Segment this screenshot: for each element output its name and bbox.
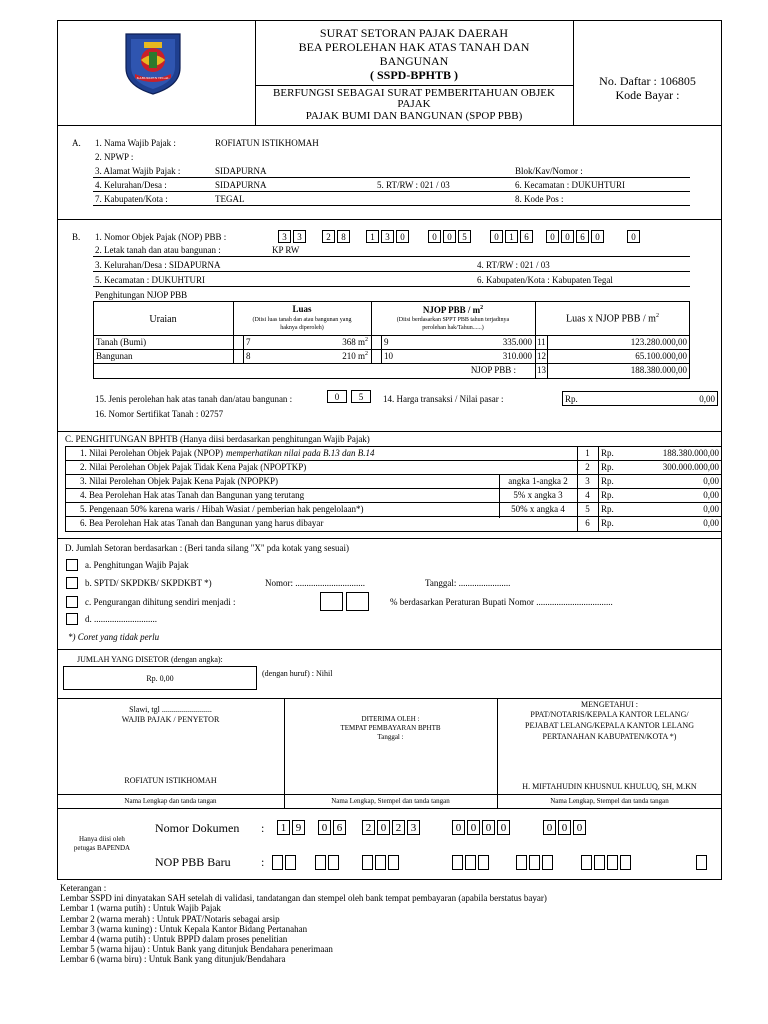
sig-bottom	[57, 808, 722, 809]
form-title-2: BEA PEROLEHAN HAK ATAS TANAH DAN	[298, 40, 530, 54]
keterangan-line: Lembar SSPD ini dinyatakan SAH setelah di validasi, tandatangan dan stempel oleh bank tempat pembayaran (apabila berstatus bayar)	[60, 893, 547, 904]
nop-baru-digit[interactable]	[516, 855, 527, 870]
checkbox-b[interactable]	[66, 577, 78, 589]
sig1-place: Slawi, tgl .........................	[129, 705, 212, 714]
keterangan-line: Lembar 5 (warna hijau) : Untuk Bank yang ditunjuk Bendahara penerimaan	[60, 944, 333, 955]
checkbox-d[interactable]	[66, 613, 78, 625]
dokumen-digit: 0	[543, 820, 556, 835]
bphtb-row-label	[80, 519, 323, 528]
bphtb-row-no: 5	[585, 504, 590, 514]
sig2-caption: Nama Lengkap, Stempel dan tanda tangan	[331, 797, 450, 805]
b-label-nop: 1. Nomor Objek Pajak (NOP) PBB :	[95, 232, 227, 242]
a-rtrw: 5. RT/RW : 021 / 03	[377, 180, 450, 190]
row-bangunan-njop: 310.000	[502, 351, 532, 361]
njop-h-1	[93, 335, 690, 336]
bphtb-row-calc: 50% x angka 4	[511, 504, 565, 514]
bapenda-note-2: petugas BAPENDA	[73, 844, 131, 852]
bphtb-row-label	[80, 505, 364, 514]
checkbox-a[interactable]	[66, 559, 78, 571]
dokumen-digit: 0	[573, 820, 586, 835]
dokumen-digit: 2	[362, 820, 375, 835]
keterangan-line: Lembar 3 (warna kuning) : Untuk Kepala Kantor Bidang Pertanahan	[60, 923, 308, 934]
nop-baru-digit[interactable]	[362, 855, 373, 870]
keterangan-line: Lembar 1 (warna putih) : Untuk Wajib Pajak	[60, 903, 221, 914]
bphtb-row-value: 0,00	[703, 490, 719, 500]
njop-title: Penghitungan NJOP PBB	[95, 290, 188, 300]
row-tanah-njop: 335.000	[502, 337, 532, 347]
bphtb-row-rp: Rp.	[601, 462, 614, 472]
a-line-2	[93, 191, 690, 192]
nop-digit: 0	[546, 230, 559, 243]
sig3-line-4: PERTANAHAN KABUPATEN/KOTA *)	[542, 732, 677, 741]
th-njop-note-2: perolehan hak/Tahun......)	[422, 325, 484, 331]
sig-v-1	[284, 698, 285, 808]
bphtb-row-label-text: 4. Bea Perolehan Hak atas Tanah dan Bangunan yang terutang	[80, 490, 305, 500]
sig1-caption: Nama Lengkap dan tanda tangan	[124, 797, 217, 805]
b-line-1	[93, 256, 690, 257]
sig3-line-3: PEJABAT LELANG/KEPALA KANTOR LELANG	[525, 721, 694, 730]
jumlah-amount: Rp. 0,00	[146, 674, 174, 683]
nop-digit: 3	[381, 230, 394, 243]
nop-digit: 6	[520, 230, 533, 243]
nop-baru-colon: :	[261, 855, 265, 869]
logo-text: KABUPATEN TEGAL	[136, 76, 170, 80]
bphtb-row-label	[80, 463, 306, 472]
a-label-npwp: 2. NPWP :	[95, 152, 134, 162]
nop-baru-digit[interactable]	[478, 855, 489, 870]
bphtb-row-value: 0,00	[703, 476, 719, 486]
njop-pbb-total: 188.380.000,00	[630, 365, 687, 375]
bphtb-row-note: memperhatikan nilai pada B.13 dan B.14	[225, 448, 375, 458]
njop-h-3	[93, 363, 690, 364]
dokumen-digit: 0	[452, 820, 465, 835]
form-subtitle-3: PAJAK BUMI DAN BANGUNAN (SPOP PBB)	[305, 110, 523, 122]
bphtb-row-rp: Rp.	[601, 476, 614, 486]
nop-baru-digit[interactable]	[581, 855, 592, 870]
dokumen-digit: 0	[558, 820, 571, 835]
b-value-letak: KP RW	[272, 245, 300, 255]
dokumen-digit: 3	[407, 820, 420, 835]
dokumen-digit: 6	[333, 820, 346, 835]
njop-h-2	[93, 349, 690, 350]
th-total-sup: 2	[655, 313, 659, 319]
nop-digit: 0	[396, 230, 409, 243]
no-daftar: No. Daftar : 106805	[599, 74, 696, 88]
nop-digit: 5	[458, 230, 471, 243]
harga-rp: Rp.	[565, 394, 578, 404]
a-line-1	[93, 177, 690, 178]
njop-v-4	[381, 335, 382, 363]
bphtb-row-rp: Rp.	[601, 490, 614, 500]
bphtb-row-line	[65, 460, 722, 461]
checkbox-c[interactable]	[66, 596, 78, 608]
sig3-line-2: PPAT/NOTARIS/KEPALA KANTOR LELANG/	[530, 710, 689, 719]
dokumen-digit: 1	[277, 820, 290, 835]
section-c-title: C. PENGHITUNGAN BPHTB (Hanya diisi berdasarkan penghitungan Wajib Pajak)	[65, 434, 370, 444]
nop-baru-digit[interactable]	[328, 855, 339, 870]
th-njop-note-1: (Diisi berdasarkan SPPT PBB tahun terjadinya	[396, 317, 510, 323]
bphtb-row-label	[80, 449, 375, 458]
b-kecamatan: 5. Kecamatan : DUKUHTURI	[95, 275, 205, 285]
bphtb-row-no: 2	[585, 462, 590, 472]
sig3-caption: Nama Lengkap, Stempel dan tanda tangan	[550, 797, 669, 805]
row-tanah-no-c: 11	[537, 337, 546, 347]
row-tanah-label: Tanah (Bumi)	[96, 337, 147, 347]
nop-digit: 3	[293, 230, 306, 243]
b-label-harga: 14. Harga transaksi / Nilai pasar :	[383, 394, 504, 404]
row-tanah-no-b: 9	[384, 337, 389, 347]
th-njop-sup: 2	[480, 305, 484, 311]
a-value-alamat: SIDAPURNA	[215, 166, 267, 176]
b-kelurahan: 3. Kelurahan/Desa : SIDAPURNA	[95, 260, 221, 270]
nop-digit: 1	[366, 230, 379, 243]
sig2-line-1: DITERIMA OLEH :	[361, 715, 420, 723]
bphtb-row-rp: Rp.	[601, 518, 614, 528]
a-value-kabupaten: TEGAL	[215, 194, 245, 204]
sig3-line-1: MENGETAHUI :	[581, 700, 638, 709]
bphtb-row-label-text: 2. Nilai Perolehan Objek Pajak Tidak Kena Pajak (NPOPTKP)	[80, 462, 307, 472]
section-b-bottom	[57, 431, 722, 432]
nop-digit: 3	[278, 230, 291, 243]
dokumen-digit: 0	[318, 820, 331, 835]
bphtb-row-value: 0,00	[703, 504, 719, 514]
bphtb-row-line	[65, 474, 722, 475]
d-option-b-tanggal: Tanggal: .......................	[425, 578, 511, 588]
form-subtitle-1: BERFUNGSI SEBAGAI SURAT PEMBERITAHUAN OBJEK	[273, 87, 555, 99]
bphtb-row-label-text: 1. Nilai Perolehan Objek Pajak (NPOP)	[80, 448, 223, 458]
bphtb-row-label	[80, 477, 278, 486]
jumlah-huruf: (dengan huruf) : Nihil	[262, 669, 333, 678]
kode-bayar: Kode Bayar :	[615, 88, 680, 102]
keterangan-title: Keterangan :	[60, 883, 107, 893]
njop-pbb-label: NJOP PBB :	[470, 365, 516, 375]
a-label-nama: 1. Nama Wajib Pajak :	[95, 138, 176, 148]
bphtb-row-calc: 5% x angka 3	[513, 490, 563, 500]
nop-baru-digit[interactable]	[465, 855, 476, 870]
bphtb-row-value: 300.000.000,00	[662, 462, 719, 472]
bphtb-row-label-text: 3. Nilai Perolehan Objek Pajak Kena Pajak (NPOPKP)	[80, 476, 278, 486]
row-bangunan-no-c: 12	[537, 351, 546, 361]
nop-digit: 8	[337, 230, 350, 243]
th-luas-note-2: haknya diperoleh)	[280, 325, 324, 331]
row-tanah-luas-sup: 2	[365, 337, 368, 343]
row-bangunan-label: Bangunan	[96, 351, 133, 361]
nop-digit: 1	[505, 230, 518, 243]
a-line-3	[93, 205, 690, 206]
nop-baru-digit[interactable]	[315, 855, 326, 870]
d-note: *) Coret yang tidak perlu	[68, 632, 160, 642]
nop-baru-digit[interactable]	[285, 855, 296, 870]
a-label-kabupaten: 7. Kabupaten/Kota :	[95, 194, 168, 204]
th-total	[535, 313, 690, 324]
keterangan-line: Lembar 6 (warna biru) : Untuk Bank yang ditunjuk/Bendahara	[60, 954, 286, 965]
d-option-b: b. SPTD/ SKPDKB/ SKPDKBT *)	[85, 578, 212, 588]
bphtb-row-no: 4	[585, 490, 590, 500]
sig-caption-line	[57, 794, 722, 795]
bphtb-row-no: 6	[585, 518, 590, 528]
bphtb-row-label-text: 6. Bea Perolehan Hak atas Tanah dan Bangunan yang harus dibayar	[80, 518, 324, 528]
nop-baru-digit[interactable]	[272, 855, 283, 870]
harga-value: 0,00	[699, 394, 715, 404]
pengurangan-box-2[interactable]	[346, 592, 369, 611]
b-rtrw: 4. RT/RW : 021 / 03	[477, 260, 550, 270]
form-title-4: ( SSPD-BPHTB )	[369, 68, 458, 82]
header-mid-line	[255, 85, 573, 86]
dokumen-digit: 0	[377, 820, 390, 835]
b-label-sertifikat: 16. Nomor Sertifikat Tanah : 02757	[95, 409, 224, 419]
b-label-letak: 2. Letak tanah dan atau bangunan :	[95, 245, 221, 255]
th-luas: Luas	[292, 304, 312, 314]
row-tanah-luas	[255, 337, 368, 347]
section-a-letter: A.	[72, 138, 81, 148]
section-a-bottom	[57, 219, 722, 220]
d-option-a: a. Penghitungan Wajib Pajak	[85, 560, 189, 570]
dokumen-digit: 0	[467, 820, 480, 835]
row-bangunan-luas-sup: 2	[365, 351, 368, 357]
dokumen-digit: 2	[392, 820, 405, 835]
nomor-dokumen-colon: :	[261, 821, 265, 835]
njop-pbb-no: 13	[537, 365, 546, 375]
a-label-alamat: 3. Alamat Wajib Pajak :	[95, 166, 181, 176]
jenis-digit-1: 0	[327, 390, 347, 403]
th-luas-note-1: (Diisi luas tanah dan atau bangunan yang	[252, 317, 352, 323]
sig1-role: WAJIB PAJAK / PENYETOR	[121, 715, 220, 724]
nop-baru-digit[interactable]	[375, 855, 386, 870]
nop-baru-digit[interactable]	[620, 855, 631, 870]
bphtb-row-calc: angka 1-angka 2	[508, 476, 568, 486]
header-divider-right	[573, 20, 574, 125]
bphtb-row-no: 3	[585, 476, 590, 486]
bphtb-row-rp: Rp.	[601, 504, 614, 514]
nop-baru-digit[interactable]	[696, 855, 707, 870]
dokumen-digit: 0	[497, 820, 510, 835]
row-bangunan-no-b: 10	[384, 351, 393, 361]
row-bangunan-luas-val: 210 m	[342, 351, 365, 361]
form-title-3: BANGUNAN	[379, 54, 449, 68]
a-label-blok: Blok/Kav/Nomor :	[515, 166, 583, 176]
bphtb-row-value: 188.380.000,00	[662, 448, 719, 458]
a-value-nama: ROFIATUN ISTIKHOMAH	[215, 138, 319, 148]
section-c-bottom	[57, 538, 722, 539]
row-tanah-no-a: 7	[246, 337, 251, 347]
a-kodepos: 8. Kode Pos :	[515, 194, 564, 204]
nop-digit: 6	[576, 230, 589, 243]
row-tanah-total: 123.280.000,00	[630, 337, 687, 347]
nop-baru-label: NOP PBB Baru	[155, 855, 231, 869]
row-tanah-luas-val: 368 m	[342, 337, 365, 347]
dokumen-digit: 0	[482, 820, 495, 835]
bphtb-row-rp: Rp.	[601, 448, 614, 458]
section-d-title: D. Jumlah Setoran berdasarkan : (Beri tanda silang "X" pda kotak yang sesuai)	[65, 543, 350, 553]
nop-digit: 0	[443, 230, 456, 243]
nop-baru-digit[interactable]	[452, 855, 463, 870]
nop-digit: 0	[428, 230, 441, 243]
nop-digit: 0	[490, 230, 503, 243]
nop-digit: 2	[322, 230, 335, 243]
njop-v-2	[243, 335, 244, 363]
jumlah-label: JUMLAH YANG DISETOR (dengan angka):	[77, 655, 223, 664]
bapenda-note-1: Hanya diisi oleh	[79, 835, 125, 843]
d-option-b-nomor: Nomor: ...............................	[265, 578, 365, 588]
jumlah-bottom	[57, 698, 722, 699]
bphtb-row-value: 0,00	[703, 518, 719, 528]
pengurangan-box-1[interactable]	[320, 592, 343, 611]
dokumen-digit: 9	[292, 820, 305, 835]
row-bangunan-total: 65.100.000,00	[635, 351, 687, 361]
keterangan-line: Lembar 4 (warna putih) : Untuk BPPD dalam proses penelitian	[60, 934, 288, 944]
bphtb-row-line	[65, 516, 722, 517]
form-title-1: SURAT SETORAN PAJAK DAERAH	[319, 26, 509, 40]
nop-baru-digit[interactable]	[388, 855, 399, 870]
b-line-2	[93, 271, 690, 272]
a-kecamatan: 6. Kecamatan : DUKUHTURI	[515, 180, 625, 190]
nomor-dokumen-label: Nomor Dokumen	[155, 821, 240, 835]
section-d-bottom	[57, 649, 722, 650]
keterangan-line: Lembar 2 (warna merah) : Untuk PPAT/Notaris sebagai arsip	[60, 913, 280, 924]
section-b-letter: B.	[72, 232, 81, 242]
jenis-digit-2: 5	[351, 390, 371, 403]
bphtb-row-no: 1	[585, 448, 590, 458]
b-line-3	[93, 286, 690, 287]
nop-baru-digit[interactable]	[529, 855, 540, 870]
a-label-kelurahan: 4. Kelurahan/Desa :	[95, 180, 167, 190]
th-uraian: Uraian	[149, 314, 177, 325]
header-bottom-line	[57, 125, 722, 126]
form-subtitle-2: PAJAK	[397, 98, 431, 110]
c-v-rp	[598, 446, 599, 532]
bphtb-row-line	[65, 502, 722, 503]
th-total-text: Luas x NJOP PBB / m	[566, 313, 656, 325]
b-kabupaten: 6. Kabupaten/Kota : Kabupaten Tegal	[477, 275, 613, 285]
njop-v-6	[547, 335, 548, 379]
b-label-jenis: 15. Jenis perolehan hak atas tanah dan/atau bangunan :	[95, 394, 293, 404]
nop-baru-digit[interactable]	[542, 855, 553, 870]
row-bangunan-luas	[255, 351, 368, 361]
d-option-d: d. ............................	[85, 614, 157, 624]
sig1-name: ROFIATUN ISTIKHOMAH	[124, 776, 217, 785]
bphtb-row-label	[80, 491, 304, 500]
sig3-name: H. MIFTAHUDIN KHUSNUL KHULUQ, SH, M.KN	[522, 782, 697, 791]
sig2-line-2: TEMPAT PEMBAYARAN BPHTB	[340, 724, 441, 732]
nop-baru-digit[interactable]	[594, 855, 605, 870]
kabupaten-tegal-logo	[118, 28, 188, 98]
d-option-c: c. Pengurangan dihitung sendiri menjadi :	[85, 597, 236, 607]
d-option-c-pct: % berdasarkan Peraturan Bupati Nomor ..................................	[390, 597, 613, 607]
nop-digit: 0	[561, 230, 574, 243]
nop-digit: 0	[591, 230, 604, 243]
sig2-line-3: Tanggal :	[377, 733, 404, 741]
row-bangunan-no-a: 8	[246, 351, 251, 361]
bphtb-row-line	[65, 488, 722, 489]
bphtb-row-label-text: 5. Pengenaan 50% karena waris / Hibah Wasiat / pemberian hak pengelolaan*)	[80, 504, 364, 514]
th-njop-text: NJOP PBB / m	[422, 305, 481, 315]
nop-baru-digit[interactable]	[607, 855, 618, 870]
nop-digit: 0	[627, 230, 640, 243]
a-value-kelurahan: SIDAPURNA	[215, 180, 267, 190]
th-njop	[371, 305, 535, 315]
